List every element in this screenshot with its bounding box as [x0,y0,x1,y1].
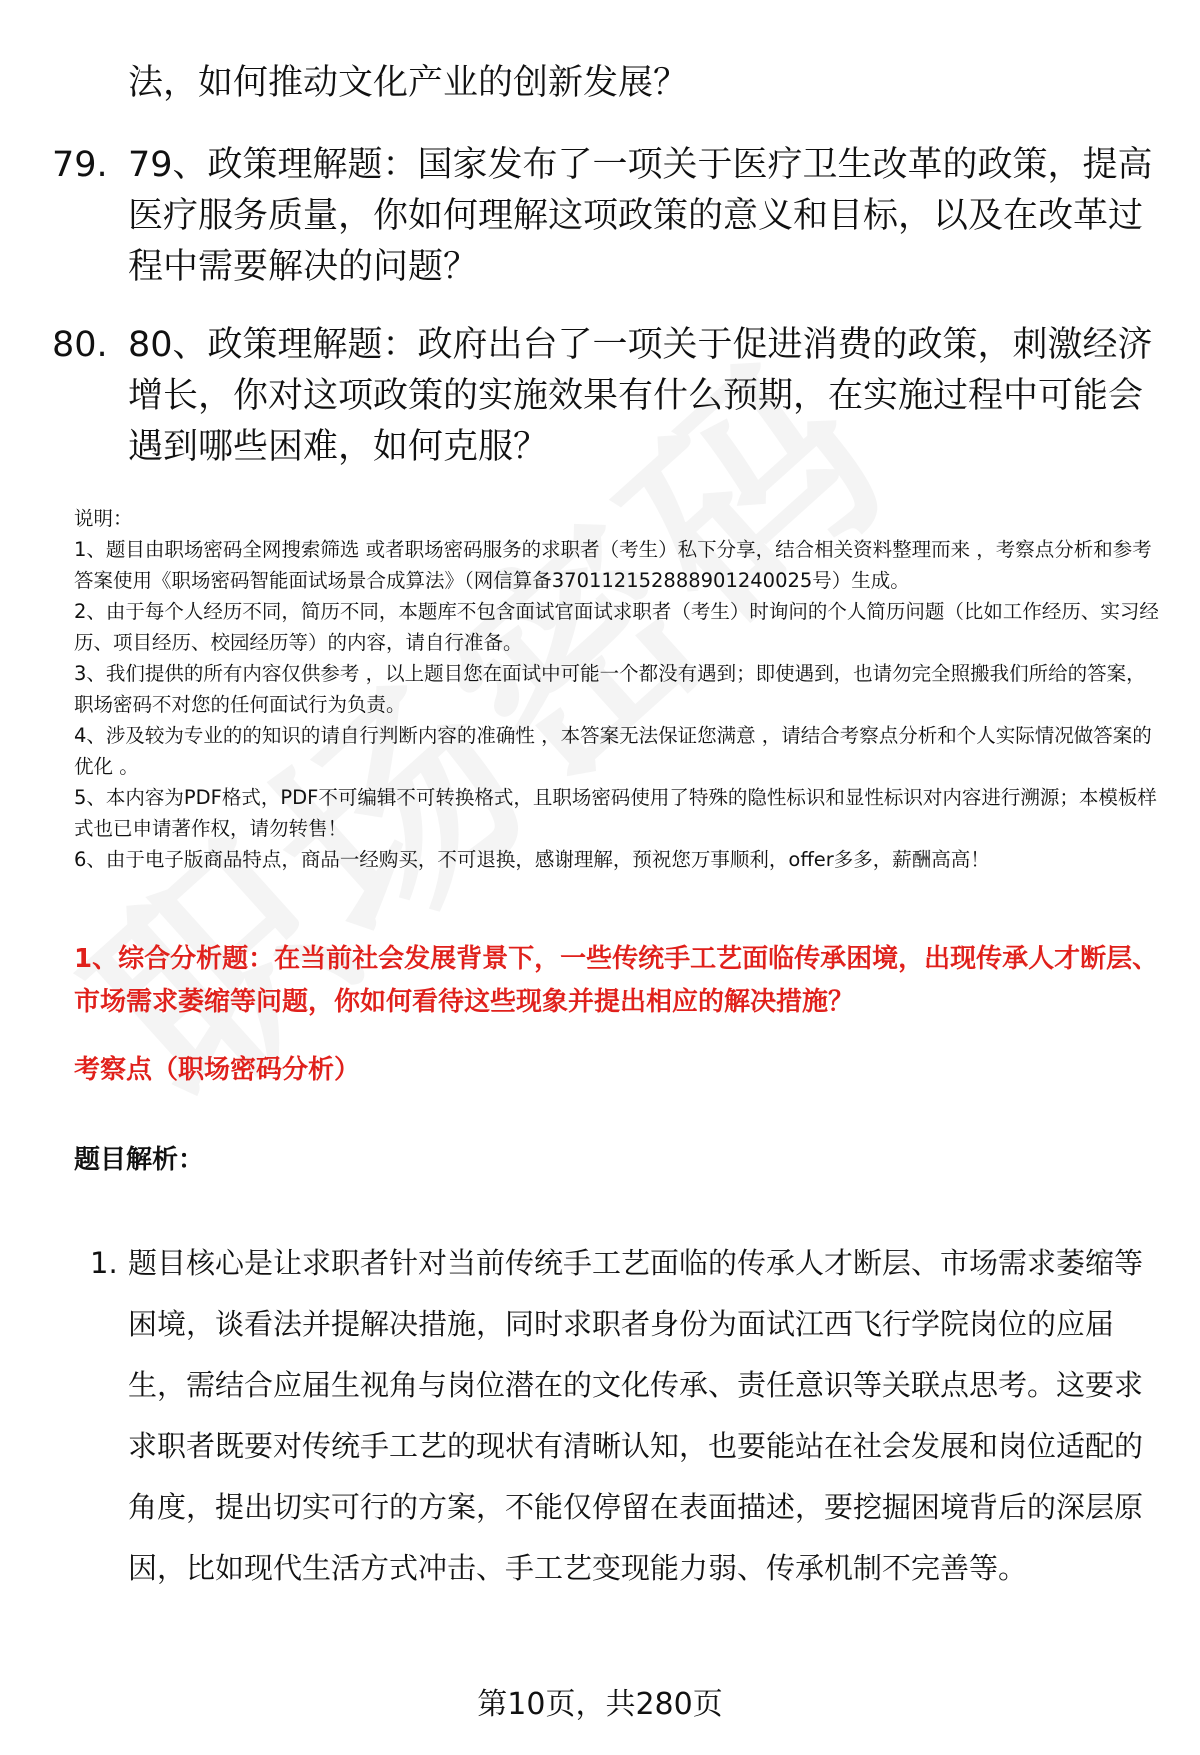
analysis-text: 题目核心是让求职者针对当前传统手工艺面临的传承人才断层、市场需求萎缩等困境，谈看法并提解决措施，同时求职者身份为面试江西飞行学院岗位的应届生，需结合应届生视角与岗位潜在的文化传承、责任意识等关联点思考。这要求求职者既要对传统手工艺的现状有清晰认知，也要能站在社会发展和岗位适配的角度，提出切实可行的方案，不能仅停留在表面描述，要挖掘困境背后的深层原因，比如现代生活方式冲击、手工艺变现能力弱、传承机制不完善等。 [128,1246,1144,1585]
list-number: 79. [52,145,108,185]
continuation-text: 法，如何推动文化产业的创新发展？ [128,63,689,103]
exam-point-heading: 考察点（职场密码分析） [74,1055,361,1085]
note-item: 4、涉及较为专业的的知识的请自行判断内容的准确性 ，本答案无法保证您满意 ，请结合考察点分析和个人实际情况做答案的优化 。 [74,724,1152,778]
page-footer: 第10页，共280页 [477,1687,723,1722]
note-item: 2、由于每个人经历不同，简历不同，本题库不包含面试官面试求职者（考生）时询问的个人简历问题（比如工作经历、实习经历、项目经历、校园经历等）的内容，请自行准备。 [74,600,1159,654]
analysis-heading: 题目解析： [74,1145,205,1175]
question-text: 79、政策理解题：国家发布了一项关于医疗卫生改革的政策，提高医疗服务质量，你如何理解这项政策的意义和目标，以及在改革过程中需要解决的问题？ [128,145,1153,287]
note-item: 6、由于电子版商品特点，商品一经购买，不可退换，感谢理解，预祝您万事顺利，offer多多，薪酬高高！ [74,848,990,871]
list-number: 80. [52,325,108,365]
note-item: 3、我们提供的所有内容仅供参考 ，以上题目您在面试中可能一个都没有遇到；即使遇到，也请勿完全照搬我们所给的答案，职场密码不对您的任何面试行为负责。 [74,662,1146,716]
question-text: 80、政策理解题：政府出台了一项关于促进消费的政策，刺激经济增长，你对这项政策的实施效果有什么预期，在实施过程中可能会遇到哪些困难，如何克服？ [128,325,1153,467]
note-item: 1、题目由职场密码全网搜索筛选 或者职场密码服务的求职者（考生）私下分享，结合相关资料整理而来 ，考察点分析和参考答案使用《职场密码智能面试场景合成算法》（网信算备370112152888901240025号）生成。 [74,538,1152,592]
comprehensive-question: 1、综合分析题：在当前社会发展背景下，一些传统手工艺面临传承困境，出现传承人才断层、市场需求萎缩等问题，你如何看待这些现象并提出相应的解决措施？ [74,944,1159,1017]
notes-section [74,503,1160,875]
list-number: 1. [90,1246,118,1280]
notes-heading: 说明： [74,507,133,530]
note-item: 5、本内容为PDF格式，PDF不可编辑不可转换格式，且职场密码使用了特殊的隐性标识和显性标识对内容进行溯源；本模板样式也已申请著作权，请勿转售！ [74,786,1157,840]
